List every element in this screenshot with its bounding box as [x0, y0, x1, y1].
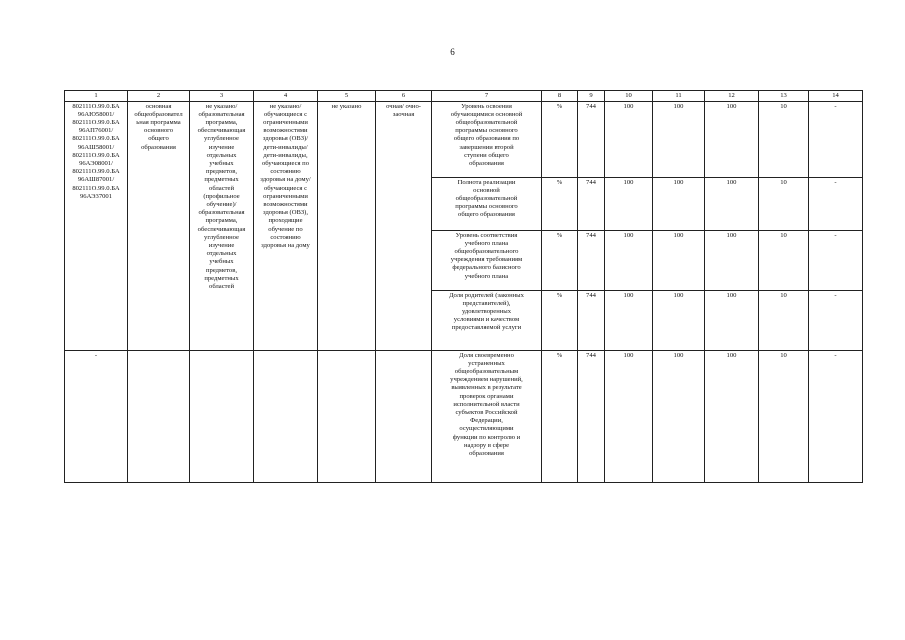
empty-cell: [128, 351, 190, 483]
reason-cell: -: [809, 291, 863, 351]
okei-code-cell: 744: [578, 231, 605, 291]
reason-cell: -: [809, 178, 863, 231]
value-cell: 100: [653, 231, 705, 291]
program-cell: основная общеобразовател ьная программа основного общего образования: [128, 102, 190, 351]
empty-cell: [254, 351, 318, 483]
column-number: 8: [542, 91, 578, 102]
deviation-cell: 10: [759, 231, 809, 291]
column-number: 11: [653, 91, 705, 102]
table-row: [65, 102, 863, 178]
registry-number-cell: -: [65, 351, 128, 483]
unit-cell: %: [542, 102, 578, 178]
deviation-cell: 10: [759, 178, 809, 231]
unit-cell: %: [542, 351, 578, 483]
column-number: 9: [578, 91, 605, 102]
value-cell: 100: [653, 351, 705, 483]
study-form-cell: очная/ очно- заочная: [376, 102, 432, 351]
value-cell: 100: [653, 178, 705, 231]
column-number: 14: [809, 91, 863, 102]
value-cell: 100: [705, 231, 759, 291]
program-type-cell: не указано/ образовательная программа, обеспечивающая углубленное изучение отдельных учебных предметов, предметных областей (профильное обучение)/ образовательная программа, обеспечивающая углубленное изучение отдельных учебных предметов, предметных областей: [190, 102, 254, 351]
page-number: 6: [450, 47, 455, 57]
column-number: 4: [254, 91, 318, 102]
okei-code-cell: 744: [578, 178, 605, 231]
column-number-row: [65, 91, 863, 102]
value-cell: 100: [653, 291, 705, 351]
empty-cell: [190, 351, 254, 483]
column-number: 12: [705, 91, 759, 102]
column-number: 10: [605, 91, 653, 102]
value-cell: 100: [605, 351, 653, 483]
reason-cell: -: [809, 351, 863, 483]
value-cell: 100: [705, 178, 759, 231]
okei-code-cell: 744: [578, 102, 605, 178]
indicators-table: [64, 90, 863, 483]
column-number: 6: [376, 91, 432, 102]
column-number: 3: [190, 91, 254, 102]
unit-cell: %: [542, 231, 578, 291]
empty-cell: [318, 351, 376, 483]
indicator-name-cell: Доля своевременно устраненных общеобразовательным учреждением нарушений, выявленных в результате проверок органами исполнительной власти субъектов Российской Федерации, осуществляющими функции по контролю и надзору в сфере образования: [432, 351, 542, 483]
unit-cell: %: [542, 291, 578, 351]
indicator-name-cell: Уровень соответствия учебного плана общеобразовательного учреждения требованиям федерального базисного учебного плана: [432, 231, 542, 291]
value-cell: 100: [605, 178, 653, 231]
value-cell: 100: [653, 102, 705, 178]
reason-cell: -: [809, 231, 863, 291]
column-number: 7: [432, 91, 542, 102]
deviation-cell: 10: [759, 351, 809, 483]
value-cell: 100: [705, 351, 759, 483]
deviation-cell: 10: [759, 291, 809, 351]
indicator-5-cell: не указано: [318, 102, 376, 351]
column-number: 2: [128, 91, 190, 102]
value-cell: 100: [605, 102, 653, 178]
okei-code-cell: 744: [578, 291, 605, 351]
empty-cell: [376, 351, 432, 483]
value-cell: 100: [705, 291, 759, 351]
registry-number-cell: 802111О.99.0.БА 96АЮ58001/ 802111О.99.0.БА 96АП76001/ 802111О.99.0.БА 96АШ58001/ 802111О.99.0.БА 96АЭ08001/ 802111О.99.0.БА 96АШ87001/ 802111О.99.0.БА 96АЭ37001: [65, 102, 128, 351]
column-number: 1: [65, 91, 128, 102]
table-row: [65, 351, 863, 483]
value-cell: 100: [605, 231, 653, 291]
indicator-name-cell: Полнота реализации основной общеобразовательной программы основного общего образования: [432, 178, 542, 231]
column-number: 5: [318, 91, 376, 102]
column-number: 13: [759, 91, 809, 102]
value-cell: 100: [605, 291, 653, 351]
reason-cell: -: [809, 102, 863, 178]
student-category-cell: не указано/ обучающиеся с ограниченными возможностями здоровья (ОВЗ)/ дети-инвалиды/ дети-инвалиды, обучающиеся по состоянию здоровья на дому/ обучающиеся с ограниченными возможностями здоровья (ОВЗ), проходящие обучение по состоянию здоровья на дому: [254, 102, 318, 351]
deviation-cell: 10: [759, 102, 809, 178]
value-cell: 100: [705, 102, 759, 178]
indicator-name-cell: Уровень освоения обучающимися основной общеобразовательной программы основного общего образования по завершении второй ступени общего образования: [432, 102, 542, 178]
unit-cell: %: [542, 178, 578, 231]
okei-code-cell: 744: [578, 351, 605, 483]
indicator-name-cell: Доля родителей (законных представителей), удовлетворенных условиями и качеством предоставляемой услуги: [432, 291, 542, 351]
